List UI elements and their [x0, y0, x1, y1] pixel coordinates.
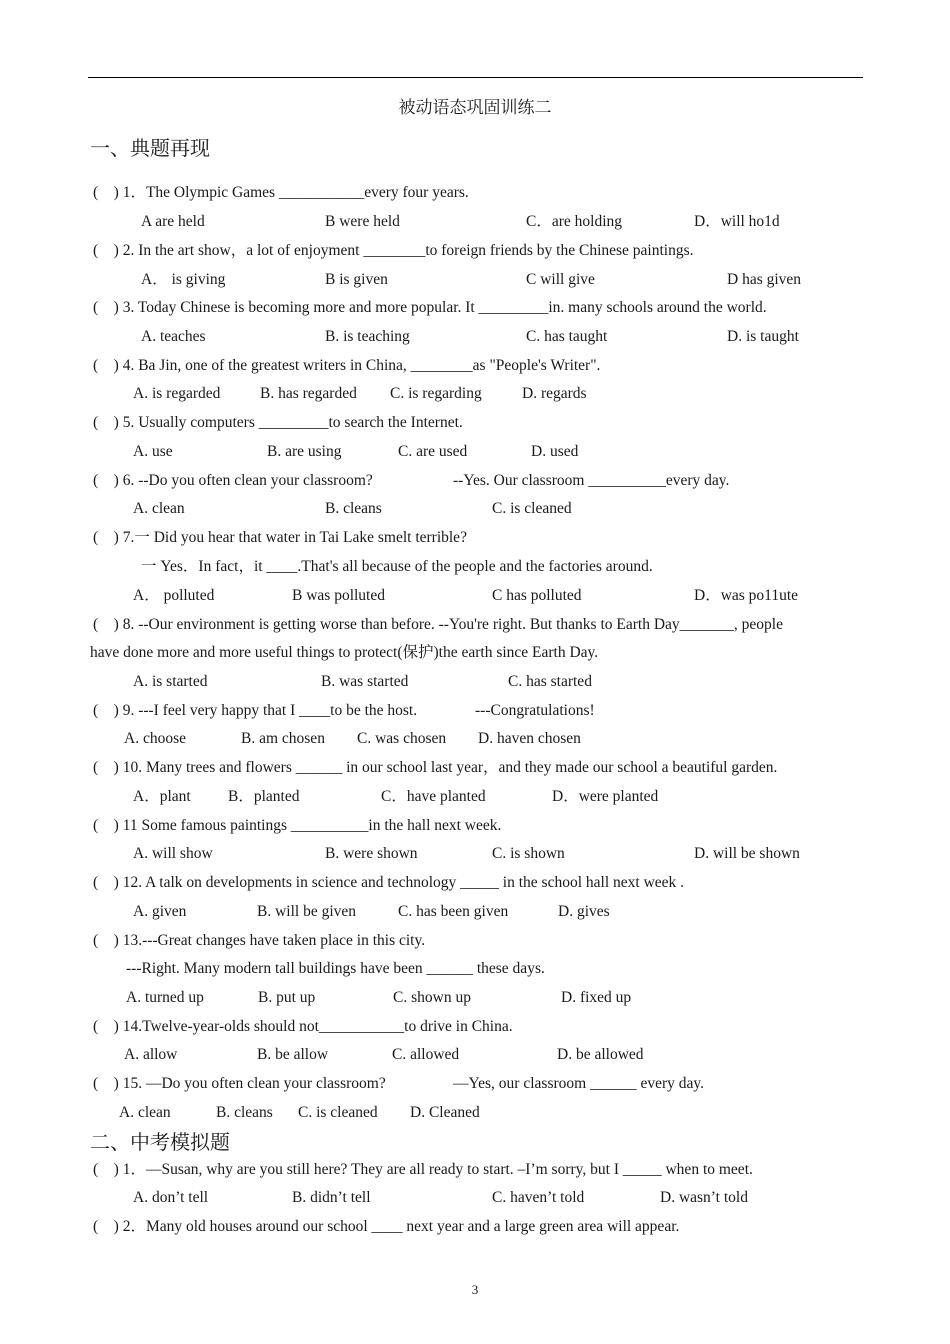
- question-line: A. is started: [133, 673, 208, 690]
- question-line: D．will ho1d: [694, 213, 780, 230]
- question-line: C. haven’t told: [492, 1189, 585, 1206]
- question-line: D. will be shown: [694, 845, 800, 862]
- question-line: C. is shown: [492, 845, 565, 862]
- question-line: ( ) 9. ---I feel very happy that I ____to be the host.: [93, 702, 418, 719]
- question-line: C has polluted: [492, 587, 582, 604]
- question-line: B. cleans: [216, 1104, 273, 1121]
- question-line: B. put up: [258, 989, 316, 1006]
- question-line: D. fixed up: [561, 989, 632, 1006]
- question-line: A. given: [133, 903, 187, 920]
- question-line: B. am chosen: [241, 730, 325, 747]
- question-line: —Yes, our classroom ______ every day.: [453, 1075, 704, 1092]
- question-line: D．was po11ute: [694, 587, 799, 604]
- question-line: A. is regarded: [133, 385, 221, 402]
- question-line: B. is teaching: [325, 328, 410, 345]
- question-line: B. were shown: [325, 845, 418, 862]
- question-line: B were held: [325, 213, 400, 230]
- question-line: ( ) 7.一 Did you hear that water in Tai Lake smelt terrible?: [93, 529, 467, 546]
- question-line: A. teaches: [141, 328, 206, 345]
- question-line: ( ) 2. In the art show，a lot of enjoyment ________to foreign friends by the Chinese paintings.: [93, 242, 694, 259]
- question-line: C. has started: [508, 673, 592, 690]
- question-line: B. cleans: [325, 500, 382, 517]
- question-line: B is given: [325, 271, 388, 288]
- question-line: A. don’t tell: [133, 1189, 209, 1206]
- question-line: D. be allowed: [557, 1046, 644, 1063]
- question-line: D. gives: [558, 903, 610, 920]
- question-line: ( ) 1．The Olympic Games ___________every four years.: [93, 184, 469, 201]
- page-number: 3: [471, 1282, 479, 1297]
- question-line: C．have planted: [381, 788, 486, 805]
- question-line: D has given: [727, 271, 802, 288]
- question-line: B. will be given: [257, 903, 357, 920]
- question-line: C. shown up: [393, 989, 471, 1006]
- question-line: ( ) 13.---Great changes have taken place in this city.: [93, 932, 426, 949]
- question-line: D. Cleaned: [410, 1104, 480, 1121]
- question-line: A. choose: [124, 730, 186, 747]
- question-line: ( ) 12. A talk on developments in science and technology _____ in the school hall next week .: [93, 874, 685, 891]
- page-title: 被动语态巩固训练二: [398, 98, 552, 117]
- question-line: ( ) 5. Usually computers _________to search the Internet.: [93, 414, 463, 431]
- question-line: ( ) 6. --Do you often clean your classroom?: [93, 472, 373, 489]
- question-line: D. haven chosen: [478, 730, 581, 747]
- question-line: B. has regarded: [260, 385, 357, 402]
- question-line: B. are using: [267, 443, 342, 460]
- question-line: ( ) 15. —Do you often clean your classroom?: [93, 1075, 386, 1092]
- question-line: C．are holding: [526, 213, 622, 230]
- question-line: C. is cleaned: [492, 500, 572, 517]
- question-line: C. is regarding: [390, 385, 482, 402]
- question-line: A. will show: [133, 845, 213, 862]
- question-line: --Yes. Our classroom __________every day.: [453, 472, 730, 489]
- question-line: C. is cleaned: [298, 1104, 378, 1121]
- question-line: ( ) 10. Many trees and flowers ______ in our school last year，and they made our school a beautiful garden.: [93, 759, 778, 776]
- question-line: C will give: [526, 271, 595, 288]
- question-line: B. didn’t tell: [292, 1189, 371, 1206]
- question-line: D. wasn’t told: [660, 1189, 748, 1206]
- question-line: ( ) 1．—Susan, why are you still here? They are all ready to start. –I’m sorry, but I _____ when to meet.: [93, 1161, 753, 1178]
- question-line: ( ) 11 Some famous paintings __________in the hall next week.: [93, 817, 502, 834]
- question-line: C. are used: [398, 443, 468, 460]
- question-line: A. clean: [133, 500, 185, 517]
- question-line: B. was started: [321, 673, 409, 690]
- question-line: A. allow: [124, 1046, 178, 1063]
- question-line: A. use: [133, 443, 173, 460]
- question-line: D. is taught: [727, 328, 799, 345]
- question-line: A．plant: [133, 788, 191, 805]
- question-line: ( ) 14.Twelve-year-olds should not___________to drive in China.: [93, 1018, 513, 1035]
- section-heading-1: 一、典题再现: [90, 138, 210, 160]
- question-line: 一 Yes．In fact，it ____.That's all because of the people and the factories around.: [141, 558, 653, 575]
- question-line: D. regards: [522, 385, 587, 402]
- question-line: ( ) 3. Today Chinese is becoming more and more popular. It _________in. many schools around the world.: [93, 299, 767, 316]
- question-line: C. has taught: [526, 328, 608, 345]
- question-line: D．were planted: [552, 788, 659, 805]
- question-line: A are held: [141, 213, 205, 230]
- question-line: C. allowed: [392, 1046, 460, 1063]
- question-line: B. be allow: [257, 1046, 329, 1063]
- question-line: ( ) 8. --Our environment is getting worse than before. --You're right. But thanks to Earth Day_______, people: [93, 616, 783, 633]
- question-line: ( ) 4. Ba Jin, one of the greatest writers in China, ________as "People's Writer".: [93, 357, 601, 374]
- question-line: have done more and more useful things to protect(保护)the earth since Earth Day.: [90, 644, 599, 661]
- question-line: A． polluted: [133, 587, 215, 604]
- question-line: C. has been given: [398, 903, 509, 920]
- question-line: ---Congratulations!: [475, 702, 595, 719]
- question-line: B was polluted: [292, 587, 385, 604]
- section-heading-2: 二、中考模拟题: [90, 1132, 230, 1154]
- question-line: B．planted: [228, 788, 300, 805]
- question-line: A. turned up: [126, 989, 204, 1006]
- question-line: ( ) 2．Many old houses around our school ____ next year and a large green area will appear.: [93, 1218, 680, 1235]
- question-line: D. used: [531, 443, 579, 460]
- question-line: A. clean: [119, 1104, 171, 1121]
- question-line: A． is giving: [141, 271, 226, 288]
- header-rule: [88, 77, 863, 78]
- question-line: C. was chosen: [357, 730, 447, 747]
- question-line: ---Right. Many modern tall buildings have been ______ these days.: [126, 960, 545, 977]
